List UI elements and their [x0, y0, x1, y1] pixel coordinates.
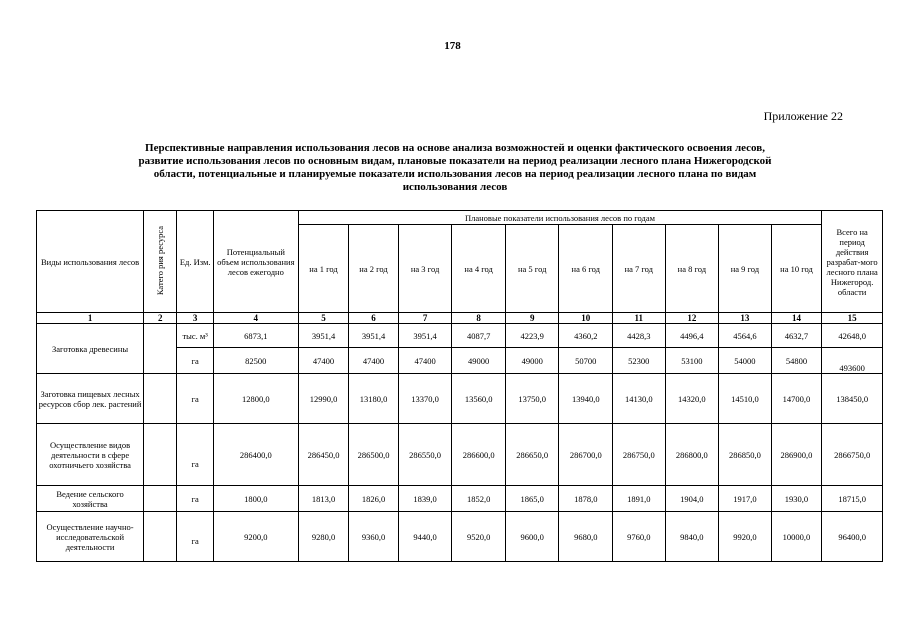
cell-value: 12800,0: [213, 374, 298, 424]
header-year: на 6 год: [559, 225, 613, 313]
cell-value: 1878,0: [559, 486, 613, 512]
cell-value: 10000,0: [771, 512, 822, 562]
cell-value: 286700,0: [559, 424, 613, 486]
header-kind: Виды использования лесов: [37, 211, 144, 313]
cell-value: 286900,0: [771, 424, 822, 486]
column-number: 15: [822, 313, 883, 324]
cell-value: 286500,0: [349, 424, 399, 486]
row-unit: тыс. м³: [177, 324, 213, 348]
header-year: на 4 год: [452, 225, 506, 313]
cell-value: 3951,4: [298, 324, 349, 348]
column-number: 4: [213, 313, 298, 324]
row-name-food-resources: Заготовка пищевых лесных ресурсов сбор лек. растений: [37, 374, 144, 424]
cell-value: 1930,0: [771, 486, 822, 512]
header-year: на 9 год: [719, 225, 772, 313]
row-category: [144, 486, 177, 512]
cell-value: 286650,0: [505, 424, 559, 486]
cell-value: 9360,0: [349, 512, 399, 562]
row-category: [144, 424, 177, 486]
cell-value: 54800: [771, 348, 822, 374]
cell-value: 49000: [505, 348, 559, 374]
cell-total: 96400,0: [822, 512, 883, 562]
cell-value: 4223,9: [505, 324, 559, 348]
cell-value: 52300: [613, 348, 666, 374]
column-number: 14: [771, 313, 822, 324]
cell-value: 286450,0: [298, 424, 349, 486]
cell-value: 6873,1: [213, 324, 298, 348]
row-category-timber: [144, 324, 177, 374]
cell-value: 9840,0: [665, 512, 719, 562]
cell-value: 13180,0: [349, 374, 399, 424]
header-potential: Потенциальный объем использования лесов ежегодно: [213, 211, 298, 313]
row-unit: га: [177, 424, 213, 486]
cell-value: 1800,0: [213, 486, 298, 512]
title-line: области, потенциальные и планируемые показатели использования лесов на период реализации лесного плана по видам: [153, 168, 757, 180]
cell-value: 50700: [559, 348, 613, 374]
cell-value: 9600,0: [505, 512, 559, 562]
cell-value: 49000: [452, 348, 506, 374]
title-line: Перспективные направления использования лесов на основе анализа возможностей и оценки фактического освоения лесов,: [145, 142, 765, 154]
column-number: 3: [177, 313, 213, 324]
cell-value: 9760,0: [613, 512, 666, 562]
cell-total: 138450,0: [822, 374, 883, 424]
cell-value: 47400: [298, 348, 349, 374]
cell-value: 14510,0: [719, 374, 772, 424]
appendix-label: Приложение 22: [763, 109, 843, 123]
cell-value: 12990,0: [298, 374, 349, 424]
row-unit: га: [177, 374, 213, 424]
cell-value: 4360,2: [559, 324, 613, 348]
row-category: [144, 374, 177, 424]
column-number: 7: [398, 313, 452, 324]
header-year: на 8 год: [665, 225, 719, 313]
cell-value: 4496,4: [665, 324, 719, 348]
cell-value: 14130,0: [613, 374, 666, 424]
header-planned-group: Плановые показатели использования лесов по годам: [298, 211, 822, 225]
column-number: 10: [559, 313, 613, 324]
cell-value: 1839,0: [398, 486, 452, 512]
cell-value: 286550,0: [398, 424, 452, 486]
title-line: развитие использования лесов по основным видам, плановые показатели на период реализации лесного плана Нижегородской: [138, 155, 772, 167]
cell-value: 1813,0: [298, 486, 349, 512]
cell-value: 1917,0: [719, 486, 772, 512]
row-name-timber: Заготовка древесины: [37, 324, 144, 374]
cell-value: 286800,0: [665, 424, 719, 486]
header-year: на 3 год: [398, 225, 452, 313]
column-number: 12: [665, 313, 719, 324]
cell-value: 13750,0: [505, 374, 559, 424]
cell-value: 9280,0: [298, 512, 349, 562]
row-unit: га: [177, 512, 213, 562]
cell-value: 9920,0: [719, 512, 772, 562]
cell-total: 42648,0: [822, 324, 883, 348]
cell-value: 9200,0: [213, 512, 298, 562]
row-unit: га: [177, 348, 213, 374]
cell-value: 9680,0: [559, 512, 613, 562]
column-number: 6: [349, 313, 399, 324]
header-year: на 7 год: [613, 225, 666, 313]
header-year: на 5 год: [505, 225, 559, 313]
cell-value: 286850,0: [719, 424, 772, 486]
cell-value: 1891,0: [613, 486, 666, 512]
cell-value: 1865,0: [505, 486, 559, 512]
cell-value: 3951,4: [398, 324, 452, 348]
cell-value: 14700,0: [771, 374, 822, 424]
cell-value: 9440,0: [398, 512, 452, 562]
cell-value: 3951,4: [349, 324, 399, 348]
row-name-research: Осуществление научно-исследовательской деятельности: [37, 512, 144, 562]
document-title: [80, 142, 830, 194]
row-category: [144, 512, 177, 562]
row-unit: га: [177, 486, 213, 512]
cell-value: 54000: [719, 348, 772, 374]
cell-value: 9520,0: [452, 512, 506, 562]
column-number: 5: [298, 313, 349, 324]
cell-value: 13940,0: [559, 374, 613, 424]
cell-total: 2866750,0: [822, 424, 883, 486]
cell-value: 1904,0: [665, 486, 719, 512]
cell-value: 13370,0: [398, 374, 452, 424]
cell-value: 286400,0: [213, 424, 298, 486]
forest-use-table: [36, 210, 883, 562]
row-name-agriculture: Ведение сельского хозяйства: [37, 486, 144, 512]
cell-value: 286750,0: [613, 424, 666, 486]
header-category: [144, 211, 177, 313]
cell-value: 4564,6: [719, 324, 772, 348]
cell-value: 4428,3: [613, 324, 666, 348]
header-year: на 10 год: [771, 225, 822, 313]
column-number: 11: [613, 313, 666, 324]
header-total: Всего на период действия разрабат-мого лесного плана Нижегород. области: [822, 211, 883, 313]
column-number: 1: [37, 313, 144, 324]
column-number: 9: [505, 313, 559, 324]
cell-value: 286600,0: [452, 424, 506, 486]
header-unit: Ед. Изм.: [177, 211, 213, 313]
column-number: 13: [719, 313, 772, 324]
cell-value: 47400: [398, 348, 452, 374]
header-category-text: Катего рия ресурса: [154, 225, 165, 296]
column-number: 8: [452, 313, 506, 324]
cell-total: 18715,0: [822, 486, 883, 512]
cell-value: 4087,7: [452, 324, 506, 348]
cell-value: 47400: [349, 348, 399, 374]
column-number: 2: [144, 313, 177, 324]
cell-value: 53100: [665, 348, 719, 374]
cell-value: 4632,7: [771, 324, 822, 348]
header-year: на 2 год: [349, 225, 399, 313]
cell-value: 1826,0: [349, 486, 399, 512]
page-number: 178: [444, 40, 461, 52]
header-year: на 1 год: [298, 225, 349, 313]
cell-total: 493600: [822, 348, 883, 374]
cell-value: 82500: [213, 348, 298, 374]
cell-value: 14320,0: [665, 374, 719, 424]
row-name-hunting: Осуществление видов деятельности в сфере охотничьего хозяйства: [37, 424, 144, 486]
cell-value: 1852,0: [452, 486, 506, 512]
cell-value: 13560,0: [452, 374, 506, 424]
title-line: использования лесов: [402, 181, 508, 193]
